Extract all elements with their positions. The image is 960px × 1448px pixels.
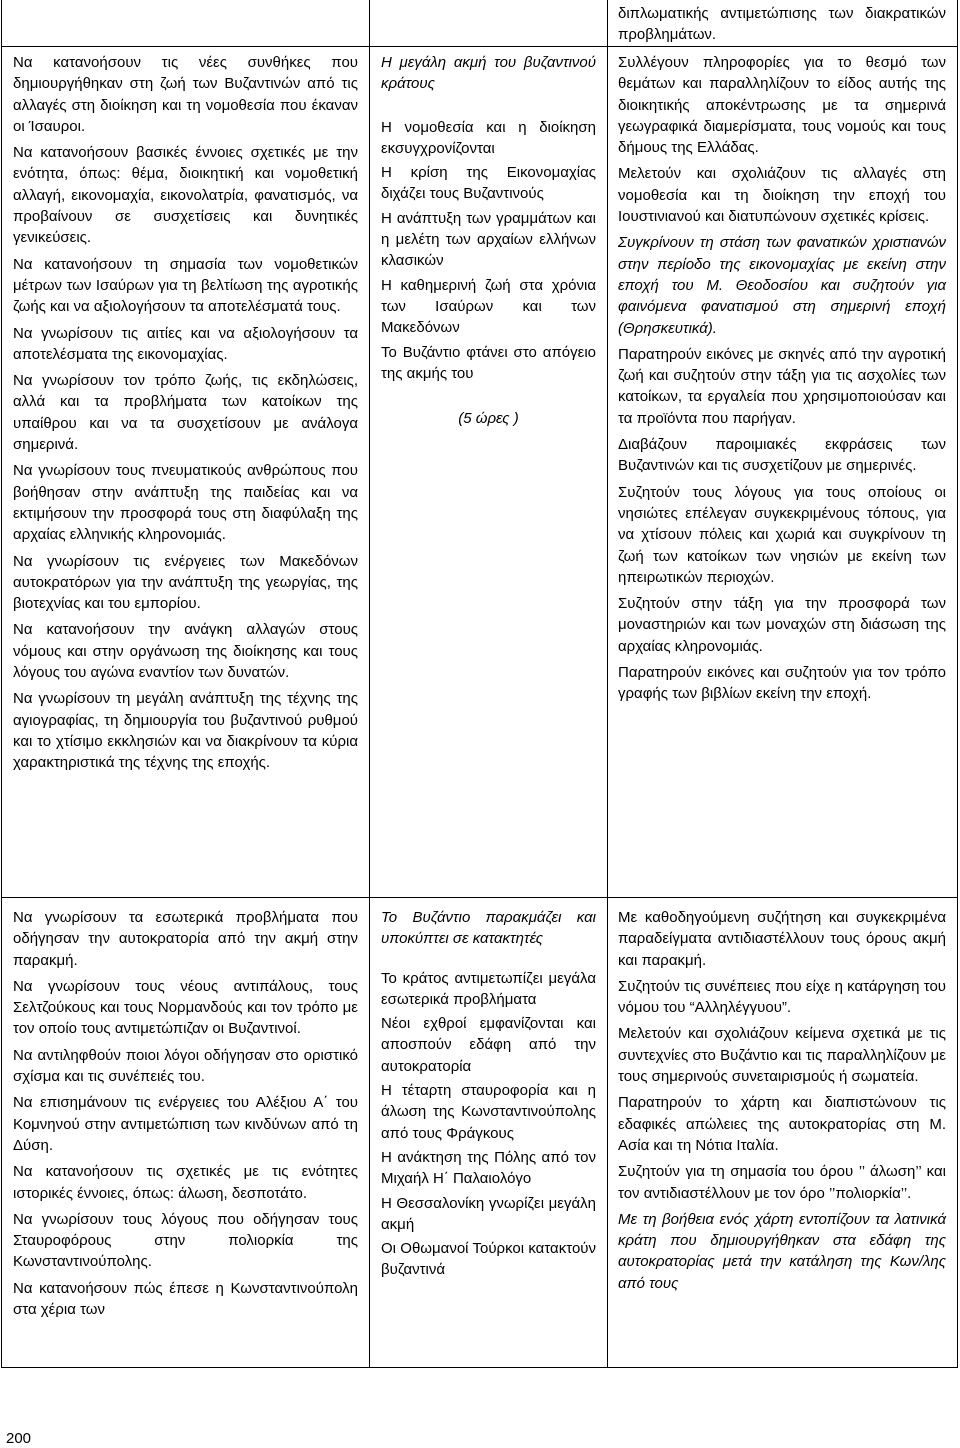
learning-objective: Να επισημάνουν τις ενέργειες του Αλέξιου Α΄ του Κομνηνού στην αντιμετώπιση των κινδύνων από τη Δύση. [13,1094,358,1154]
teaching-activity: Με καθοδηγούμενη συζήτηση και συγκεκριμένα παραδείγματα αντιδιαστέλλουν τους όρους ακμή και παρακμή. [618,909,946,969]
unit-topic: Η καθημερινή ζωή στα χρόνια των Ισαύρων και των Μακεδόνων [381,276,596,337]
learning-objective: Να γνωρίσουν τα εσωτερικά προβλήματα που οδήγησαν την αυτοκρατορία από την ακμή στην παρακμή. [13,909,358,969]
unit-topic: Η κρίση της Εικονομαχίας διχάζει τους Βυζαντινούς [381,164,596,203]
learning-objective: Να κατανοήσουν τις σχετικές με τις ενότητες ιστορικές έννοιες, όπως: άλωση, δεσποτάτο. [13,1163,358,1202]
teaching-activity: Με τη βοήθεια ενός χάρτη εντοπίζουν τα λατινικά κράτη που δημιουργήθηκαν στα εδάφη της αυτοκρατορίας μετά την κατάληση της Κων/λης από τους [618,1210,946,1292]
teaching-activity: Συζητούν για τη σημασία του όρου ’’ άλωση’’ και τον αντιδιαστέλλουν με τον όρο ’’πολιορκία’’. [618,1163,946,1202]
learning-objective: Να κατανοήσουν πώς έπεσε η Κωνσταντινούπολη στα χέρια των [13,1279,358,1319]
learning-objective: Να γνωρίσουν τους νέους αντιπάλους, τους Σελτζούκους και τους Νορμανδούς και τον τρόπο με τον οποίο τους αντιμετώπιζαν οι Βυζαντινοί. [13,977,358,1038]
objectives-cell [2,898,369,1367]
learning-objective: Να κατανοήσουν τη σημασία των νομοθετικών μέτρων των Ισαύρων για τη βελτίωση της αγροτικής ζωής και να αξιολογήσουν τα αποτελέσματά τους. [13,255,358,316]
teaching-activity: Διαβάζουν παροιμιακές εκφράσεις των Βυζαντινών και τις συσχετίζουν με σημερινές. [618,436,946,475]
learning-objective: Να κατανοήσουν βασικές έννοιες σχετικές με την ενότητα, όπως: θέμα, διοικητική και νομοθετική αλλαγή, εικονομαχία, εικονολατρία, φανατισμός, να προβαίνουν σε συσχετίσεις και δυνητικές γενικεύσεις. [13,144,358,247]
unit-topic: Οι Οθωμανοί Τούρκοι κατακτούν βυζαντινά [381,1240,596,1279]
learning-objective: Να γνωρίσουν τους πνευματικούς ανθρώπους που βοήθησαν στην ανάπτυξη της παιδείας και να εκτιμήσουν την προσφορά τους στη διαφύλαξη της αρχαίας ελληνικής κληρονομιάς. [13,462,358,544]
unit-cell [370,47,607,897]
learning-objective: Να γνωρίσουν τις αιτίες και να αξιολογήσουν τα αποτελέσματα της εικονομαχίας. [13,324,358,363]
teaching-activity: Παρατηρούν το χάρτη και διαπιστώνουν τις εδαφικές απώλειες της αυτοκρατορίας στη Μ. Ασία και τη Νότια Ιταλία. [618,1094,946,1154]
unit-topic: Η ανάκτηση της Πόλης από τον Μιχαήλ Η΄ Παλαιολόγο [381,1148,596,1188]
learning-objective: Να κατανοήσουν τις νέες συνθήκες που δημιουργήθηκαν στη ζωή των Βυζαντινών από τις αλλαγές στη διοίκηση και τη νομοθεσία που έκαναν οι Ίσαυροι. [13,54,358,135]
unit-topic: Η νομοθεσία και η διοίκηση εκσυγχρονίζονται [381,118,596,157]
unit-topic: Η τέταρτη σταυροφορία και η άλωση της Κωνσταντινούπολης από τους Φράγκους [381,1082,596,1142]
unit-topic: Το Βυζάντιο φτάνει στο απόγειο της ακμής του [381,343,596,382]
learning-objective: Να γνωρίσουν τους λόγους που οδήγησαν τους Σταυροφόρους στην πολιορκία της Κωνσταντινούπολης. [13,1210,358,1271]
learning-objective: Να γνωρίσουν τη μεγάλη ανάπτυξη της τέχνης της αγιογραφίας, τη δημιουργία του βυζαντινού ρυθμού και το χτίσιμο εκκλησιών και να διακρίνουν τα κύρια χαρακτηριστικά της τέχνης της εποχής. [13,690,358,772]
teaching-activity: Συζητούν τους λόγους για τους οποίους οι νησιώτες επέλεγαν συγκεκριμένους τόπους, για να χτίσουν πόλεις και χωριά και συγκρίνουν τη ζωή των κατοίκων των νησιών με εκείνη των ηπειρωτικών περιοχών. [618,483,946,586]
learning-objective: Να γνωρίσουν τις ενέργειες των Μακεδόνων αυτοκρατόρων για την ανάπτυξη της γεωργίας, της βιοτεχνίας και του εμπορίου. [13,552,358,613]
unit-topic: Η ανάπτυξη των γραμμάτων και η μελέτη των αρχαίων ελλήνων κλασικών [381,209,596,270]
learning-objective: Να αντιληφθούν ποιοι λόγοι οδήγησαν στο οριστικό σχίσμα και τις συνέπειές του. [13,1046,358,1086]
teaching-activity: Συγκρίνουν τη στάση των φανατικών χριστιανών στην περίοδο της εικονομαχίας με εκείνη στην εποχή του Μ. Θεοδοσίου και συζητούν για φαινόμενα φανατισμού στη σημερινή εποχή (Θρησκευτικά). [618,234,946,337]
unit-hours: (5 ώρες ) [458,410,519,428]
table-bottom-border [1,1367,958,1368]
teaching-activity: διπλωματικής αντιμετώπισης των διακρατικών προβλημάτων. [618,5,946,44]
unit-topics [381,117,596,385]
activities-cell [608,898,957,1367]
activities-cell [608,47,957,897]
unit-title: Το Βυζάντιο παρακμάζει και υποκύπτει σε κατακτητές [381,909,596,948]
unit-cell [370,898,607,1367]
teaching-activity: Παρατηρούν εικόνες και συζητούν για τον τρόπο γραφής των βιβλίων εκείνη την εποχή. [618,664,946,703]
unit-topic: Νέοι εχθροί εμφανίζονται και αποσπούν εδάφη από την αυτοκρατορία [381,1015,596,1075]
objectives-cell [2,47,369,897]
teaching-activity: Συζητούν τις συνέπειες που είχε η κατάργηση του νόμου του “Αλληλέγγυου”. [618,977,946,1017]
teaching-activity: Συλλέγουν πληροφορίες για το θεσμό των θεμάτων και παραλληλίζουν το είδος αυτής της διοικητικής αποκέντρωσης με τα σημερινά γεωγραφικά διαμερίσματα, τους νομούς και τους δήμους της Ελλάδας. [618,54,946,157]
unit-topics [381,968,596,1281]
unit-topic: Το κράτος αντιμετωπίζει μεγάλα εσωτερικά προβλήματα [381,969,596,1008]
continued-activities-cell [608,0,957,46]
teaching-activity: Μελετούν και σχολιάζουν κείμενα σχετικά με τις συντεχνίες στο Βυζάντιο και τις παραλληλίζουν με τους σημερινούς συνεταιρισμούς ή σωματεία. [618,1025,946,1086]
page-number: 200 [6,1430,32,1447]
learning-objective: Να γνωρίσουν τον τρόπο ζωής, τις εκδηλώσεις, αλλά και τα προβλήματα των κατοίκων της υπαίθρου και να τα συσχετίσουν με ανάλογα σημερινά. [13,372,358,454]
unit-topic: Η Θεσσαλονίκη γνωρίζει μεγάλη ακμή [381,1194,596,1233]
teaching-activity: Παρατηρούν εικόνες με σκηνές από την αγροτική ζωή και συζητούν στην τάξη για τις ασχολίες των κατοίκων, τα εργαλεία που χρησιμοποιούσαν και τα προϊόντα που παρήγαν. [618,345,946,427]
learning-objective: Να κατανοήσουν την ανάγκη αλλαγών στους νόμους και στην οργάνωση της διοίκησης και τους λόγους του αγώνα εναντίον των δυνατών. [13,621,358,682]
unit-title: Η μεγάλη ακμή του βυζαντινού κράτους [381,54,596,93]
table-right-border [957,0,958,1368]
teaching-activity: Μελετούν και σχολιάζουν τις αλλαγές στη νομοθεσία και τη διοίκηση την εποχή του Ιουστινιανού και διατυπώνουν σχετικές κρίσεις. [618,165,946,226]
teaching-activity: Συζητούν στην τάξη για την προσφορά των μοναστηριών και των μοναχών στη διάσωση της αρχαίας κληρονομιάς. [618,595,946,655]
